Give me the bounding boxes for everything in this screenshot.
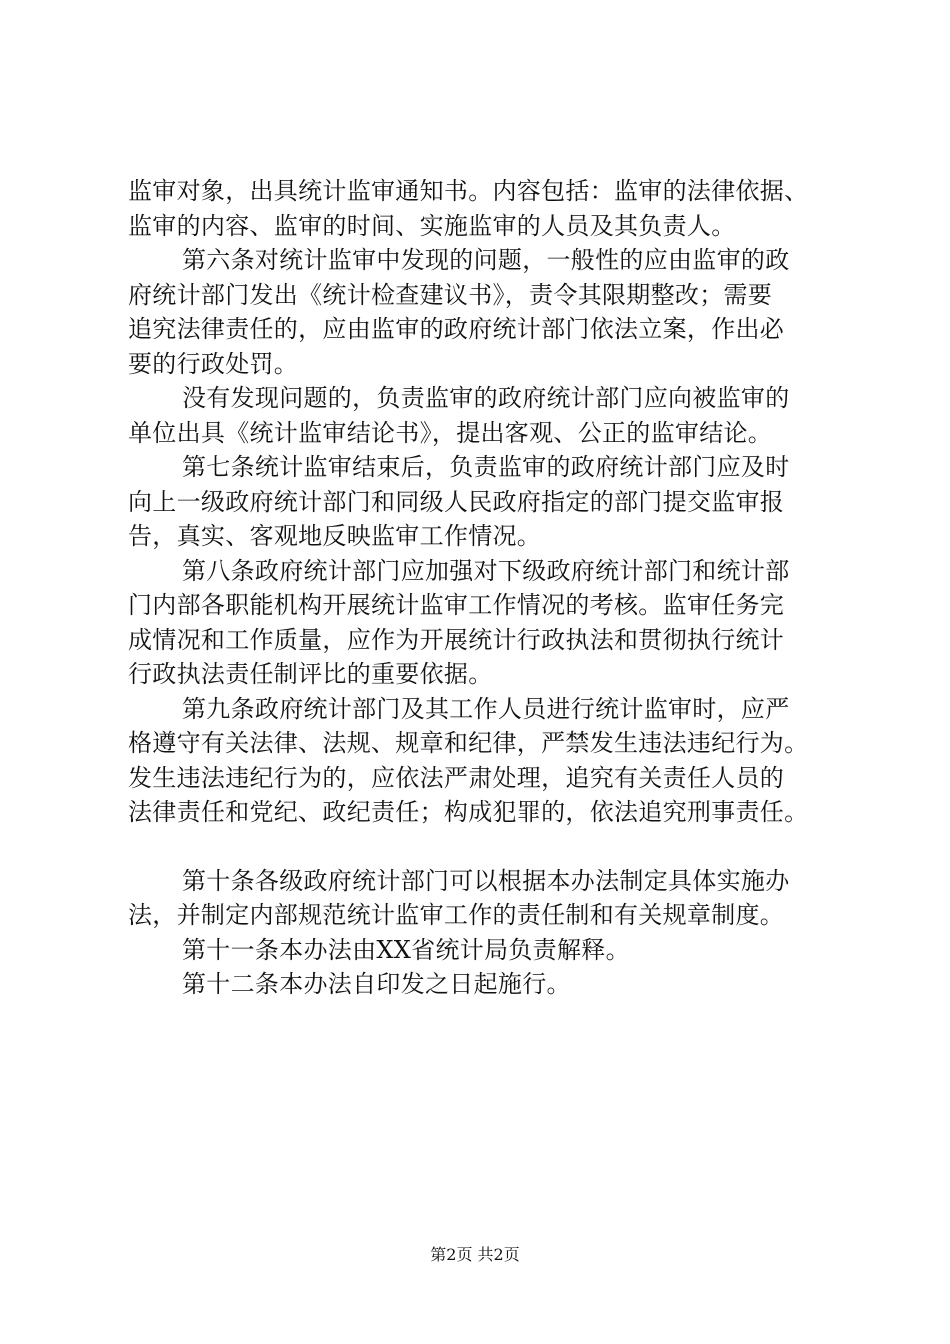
article-12-line: 第十二条本办法自印发之日起施行。 bbox=[182, 970, 571, 998]
paragraph-line: 没有发现问题的，负责监审的政府统计部门应向被监审的 bbox=[182, 384, 790, 412]
paragraph-gap bbox=[128, 830, 858, 864]
text-line: 府统计部门发出《统计检查建议书》，责令其限期整改；需要 bbox=[128, 280, 773, 309]
text-line: 法律责任和党纪、政纪责任；构成犯罪的，依法追究刑事责任。 bbox=[128, 798, 809, 826]
text-line: 要的行政处罚。 bbox=[128, 349, 299, 378]
article-7-line: 第七条统计监审结束后，负责监审的政府统计部门应及时 bbox=[182, 453, 790, 481]
article-10-line: 第十条各级政府统计部门可以根据本办法制定具体实施办 bbox=[182, 866, 790, 895]
article-8-line: 第八条政府统计部门应加强对下级政府统计部门和统计部 bbox=[182, 556, 790, 585]
page-footer bbox=[0, 1245, 950, 1265]
text-line: 行政执法责任制评比的重要依据。 bbox=[128, 660, 493, 688]
article-9-line: 第九条政府统计部门及其工作人员进行统计监审时，应严 bbox=[182, 694, 790, 723]
text-line: 追究法律责任的，应由监审的政府统计部门依法立案，作出必 bbox=[128, 315, 785, 343]
text-line: 门内部各职能机构开展统计监审工作情况的考核。监审任务完 bbox=[128, 591, 785, 619]
document-body bbox=[128, 174, 858, 1002]
text-line: 监审的内容、监审的时间、实施监审的人员及其负责人。 bbox=[128, 211, 736, 240]
text-line: 向上一级政府统计部门和同级人民政府指定的部门提交监审报 bbox=[128, 487, 785, 516]
article-6-line: 第六条对统计监审中发现的问题，一般性的应由监审的政 bbox=[182, 246, 790, 274]
article-11-line: 第十一条本办法由XX省统计局负责解释。 bbox=[182, 935, 630, 964]
text-line: 单位出具《统计监审结论书》，提出客观、公正的监审结论。 bbox=[128, 418, 773, 447]
text-line: 监审对象，出具统计监审通知书。内容包括：监审的法律依据、 bbox=[128, 177, 809, 205]
page-number-label: 第2页 共2页 bbox=[430, 1245, 520, 1264]
text-line: 法，并制定内部规范统计监审工作的责任制和有关规章制度。 bbox=[128, 901, 785, 929]
text-line: 发生违法违纪行为的，应依法严肃处理，追究有关责任人员的 bbox=[128, 763, 785, 792]
text-line: 告，真实、客观地反映监审工作情况。 bbox=[128, 522, 542, 550]
text-line: 成情况和工作质量，应作为开展统计行政执法和贯彻执行统计 bbox=[128, 625, 785, 654]
text-line: 格遵守有关法律、法规、规章和纪律，严禁发生违法违纪行为。 bbox=[128, 729, 809, 757]
